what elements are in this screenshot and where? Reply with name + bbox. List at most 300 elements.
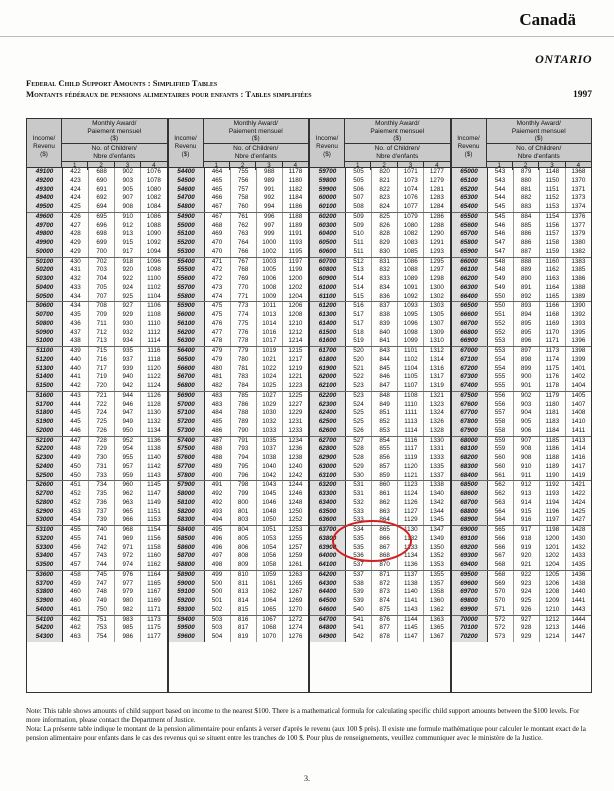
award-cell: 764 — [231, 239, 257, 248]
award-header-text — [62, 119, 167, 143]
award-cell: 547 — [488, 248, 514, 257]
award-cell: 449 — [63, 454, 89, 463]
award-cell: 1093 — [398, 302, 424, 311]
award-cell: 502 — [205, 606, 231, 615]
income-cell: 62900 — [310, 454, 346, 463]
award-cell: 1100 — [147, 275, 161, 282]
table-row — [452, 212, 592, 222]
income-cell: 64500 — [310, 597, 346, 606]
income-cell: 61100 — [310, 293, 346, 302]
table-row — [27, 525, 167, 535]
award-cell: 1204 — [540, 561, 566, 570]
award-cell: 1136 — [398, 561, 424, 570]
table-row — [27, 561, 167, 570]
income-cell: 65900 — [452, 248, 488, 257]
income-cell: 59800 — [310, 177, 346, 186]
award-label-line: Monthly Award/ — [233, 120, 278, 127]
award-cell: 882 — [514, 194, 540, 203]
award-cell: 1089 — [398, 275, 424, 284]
award-cell: 703 — [89, 266, 115, 275]
award-cell: 519 — [346, 337, 372, 346]
award-cell: 467 — [205, 213, 231, 222]
award-cell: 796 — [231, 472, 257, 481]
award-cell: 470 — [205, 248, 231, 257]
award-cell: 455 — [63, 535, 89, 544]
table-row — [27, 472, 167, 481]
award-cell: 705 — [89, 284, 115, 293]
award-cell: 895 — [514, 320, 540, 329]
award-cell: 490 — [205, 472, 231, 481]
award-cell: 799 — [231, 490, 257, 499]
table-row — [452, 293, 592, 302]
award-cell: 1154 — [147, 526, 161, 533]
income-cell: 67500 — [452, 392, 488, 401]
award-cell: 537 — [346, 561, 372, 570]
income-header-text: ($) — [323, 151, 331, 158]
award-cell: 530 — [346, 472, 372, 481]
award-cell: 1126 — [398, 499, 424, 508]
award-cell: 434 — [63, 293, 89, 302]
table-year: 1997 — [573, 90, 592, 100]
income-cell: 53700 — [27, 580, 63, 589]
children-header — [204, 143, 309, 160]
table-row — [452, 525, 592, 535]
table-row — [169, 230, 309, 239]
award-cell: 465 — [205, 177, 231, 186]
award-cell: 760 — [231, 203, 257, 212]
award-cell: 826 — [372, 222, 398, 231]
award-cell: 1037 — [257, 445, 283, 454]
table-row — [169, 633, 309, 642]
award-cell: 1444 — [571, 615, 586, 623]
table-row — [452, 222, 592, 231]
table-row — [169, 454, 309, 463]
award-cell: 949 — [115, 418, 141, 427]
award-cell: 1126 — [147, 391, 161, 399]
award-cell: 1163 — [540, 275, 566, 284]
income-cell: 62600 — [310, 427, 346, 436]
award-cell: 1085 — [398, 248, 424, 257]
award-cell: 518 — [346, 329, 372, 338]
income-cell: 58600 — [169, 544, 205, 553]
children-count-header: 1 — [214, 162, 218, 169]
income-cell: 69600 — [452, 580, 488, 589]
table-row — [27, 544, 167, 553]
award-cell: 434 — [63, 302, 89, 311]
table-row — [452, 544, 592, 553]
award-cell: 1148 — [540, 168, 566, 177]
award-cell: 1321 — [429, 391, 444, 399]
income-cell: 57100 — [169, 409, 205, 418]
award-cell: 1110 — [147, 319, 161, 327]
award-cell: 527 — [346, 437, 372, 446]
award-cell: 758 — [231, 194, 257, 203]
table-row — [452, 194, 592, 203]
award-cell: 831 — [372, 258, 398, 267]
award-cell: 1193 — [288, 239, 303, 246]
award-cell: 1082 — [146, 194, 161, 202]
income-cell: 57200 — [169, 418, 205, 427]
award-cell: 1191 — [288, 230, 303, 238]
award-cell: 496 — [205, 535, 231, 544]
award-cell: 1197 — [288, 257, 303, 265]
award-cell: 716 — [89, 356, 115, 365]
income-cell: 60600 — [310, 248, 346, 257]
award-cell: 1076 — [146, 168, 161, 175]
award-cell: 1123 — [398, 481, 424, 490]
award-cell: 1362 — [429, 605, 444, 613]
award-cell: 445 — [63, 418, 89, 427]
award-cell: 1090 — [146, 230, 161, 238]
award-header-text — [204, 119, 309, 143]
income-cell: 63700 — [310, 526, 346, 535]
income-cell: 62300 — [310, 401, 346, 410]
award-cell: 783 — [231, 373, 257, 382]
award-cell: 546 — [488, 230, 514, 239]
income-cell: 61700 — [310, 347, 346, 356]
award-cell: 1214 — [288, 337, 303, 345]
table-row — [452, 427, 592, 436]
table-row — [452, 311, 592, 320]
award-cell: 463 — [63, 633, 89, 642]
income-cell: 53600 — [27, 571, 63, 580]
award-cell: 886 — [514, 239, 540, 248]
award-cell: 1164 — [147, 570, 161, 578]
table-row — [27, 257, 167, 267]
award-cell: 486 — [205, 427, 231, 436]
award-cell: 992 — [257, 194, 283, 203]
award-cell: 1284 — [429, 203, 444, 210]
award-cell: 841 — [372, 337, 398, 346]
award-cell: 820 — [372, 168, 398, 177]
award-cell: 720 — [89, 382, 115, 391]
table-row — [452, 168, 592, 177]
table-row — [169, 401, 309, 410]
award-cell: 828 — [372, 230, 398, 239]
award-cell: 523 — [346, 382, 372, 391]
award-cell: 988 — [257, 168, 283, 177]
table-row — [169, 544, 309, 553]
award-cell: 1303 — [429, 302, 444, 310]
award-cell: 829 — [372, 239, 398, 248]
income-header-text: ($) — [464, 151, 473, 158]
award-cell: 1129 — [398, 516, 424, 525]
award-cell: 804 — [231, 526, 257, 535]
income-cell: 60500 — [310, 239, 346, 248]
table-row — [310, 203, 450, 212]
income-cell: 66600 — [452, 311, 488, 320]
award-cell: 550 — [488, 293, 514, 302]
income-cell: 61000 — [310, 284, 346, 293]
income-cell: 66400 — [452, 293, 488, 302]
income-cell: 63500 — [310, 508, 346, 517]
income-cell: 61300 — [310, 311, 346, 320]
award-cell: 1380 — [571, 239, 586, 246]
award-cell: 876 — [372, 616, 398, 625]
award-cell: 1024 — [257, 373, 283, 382]
award-cell: 474 — [205, 293, 231, 302]
award-cell: 509 — [346, 213, 372, 222]
award-cell: 737 — [89, 508, 115, 517]
income-cell: 53100 — [27, 526, 63, 535]
income-cell: 55400 — [169, 258, 205, 267]
income-cell: 58000 — [169, 490, 205, 499]
award-cell: 460 — [63, 597, 89, 606]
award-cell: 702 — [89, 258, 115, 267]
award-cell: 1008 — [257, 284, 283, 293]
income-cell: 56500 — [169, 356, 205, 365]
award-cell: 1324 — [429, 409, 444, 417]
award-cell: 921 — [514, 561, 540, 570]
award-cell: 1274 — [288, 624, 303, 632]
award-cell: 460 — [63, 588, 89, 597]
income-cell: 51900 — [27, 418, 63, 427]
award-cell: 1206 — [288, 302, 303, 310]
award-cell: 813 — [231, 588, 257, 597]
income-cell: 60100 — [310, 203, 346, 212]
award-cell: 536 — [346, 552, 372, 561]
table-row — [452, 186, 592, 195]
award-cell: 422 — [63, 168, 89, 177]
award-cell: 855 — [372, 445, 398, 454]
award-cell: 520 — [346, 356, 372, 365]
award-cell: 1108 — [147, 311, 161, 318]
income-cell: 56100 — [169, 320, 205, 329]
award-cell: 1133 — [398, 544, 424, 553]
award-cell: 918 — [514, 535, 540, 544]
award-cell: 1190 — [540, 472, 566, 481]
award-cell: 465 — [205, 186, 231, 195]
award-cell: 1410 — [571, 418, 586, 425]
award-cell: 866 — [372, 535, 398, 544]
award-cell: 1202 — [288, 283, 303, 291]
award-cell: 1383 — [571, 257, 586, 265]
award-cell: 935 — [115, 347, 141, 356]
award-label-line: Paiement mensuel — [228, 127, 283, 135]
award-cell: 1154 — [540, 213, 566, 222]
award-cell: 728 — [89, 437, 115, 446]
award-cell: 793 — [231, 445, 257, 454]
children-label-line: Nbre d'enfants — [517, 152, 560, 160]
award-cell: 438 — [63, 337, 89, 346]
award-cell: 552 — [488, 320, 514, 329]
table-row — [169, 508, 309, 517]
award-cell: 754 — [89, 633, 115, 642]
income-cell: 56000 — [169, 311, 205, 320]
award-cell: 436 — [63, 320, 89, 329]
income-cell: 68000 — [452, 437, 488, 446]
income-cell: 57500 — [169, 445, 205, 454]
award-cell: 1286 — [429, 212, 444, 220]
award-cell: 1242 — [288, 471, 303, 479]
award-cell: 1076 — [398, 194, 424, 203]
income-cell: 52600 — [27, 481, 63, 490]
award-cell: 749 — [89, 597, 115, 606]
award-cell: 478 — [205, 337, 231, 346]
table-row — [452, 409, 592, 418]
income-cell: 59700 — [310, 168, 346, 177]
award-cell: 977 — [115, 580, 141, 589]
document-title — [26, 78, 312, 100]
table-row — [27, 490, 167, 499]
table-row — [27, 168, 167, 177]
award-cell: 1107 — [398, 382, 424, 391]
award-cell: 1151 — [540, 186, 566, 195]
table-row — [169, 409, 309, 418]
award-cell: 742 — [89, 544, 115, 553]
award-cell: 1189 — [288, 221, 303, 229]
award-cell: 1166 — [540, 302, 566, 311]
award-cell: 446 — [63, 427, 89, 436]
award-cell: 1130 — [147, 409, 161, 417]
award-cell: 778 — [231, 337, 257, 346]
income-header-text: Income/ — [174, 135, 197, 142]
award-cell: 1212 — [540, 616, 566, 625]
award-cell: 770 — [231, 284, 257, 293]
award-cell: 739 — [89, 516, 115, 525]
title-english: Federal Child Support Amounts : Simplified Tables — [26, 78, 218, 88]
income-cell: 67400 — [452, 382, 488, 391]
income-header — [168, 118, 204, 168]
award-cell: 1240 — [288, 462, 303, 470]
award-cell: 1156 — [540, 222, 566, 231]
income-cell: 59600 — [169, 633, 205, 642]
table-row — [27, 552, 167, 561]
income-cell: 65200 — [452, 186, 488, 195]
award-cell: 1153 — [540, 203, 566, 212]
award-cell: 1233 — [288, 426, 303, 434]
award-cell: 769 — [231, 275, 257, 284]
award-cell: 1229 — [288, 409, 303, 417]
table-row — [452, 436, 592, 446]
table-row — [27, 177, 167, 186]
award-cell: 696 — [89, 222, 115, 231]
table-row — [310, 427, 450, 436]
award-cell: 1389 — [571, 292, 586, 300]
award-cell: 929 — [115, 311, 141, 320]
award-cell: 753 — [89, 624, 115, 633]
award-cell: 711 — [89, 320, 115, 329]
table-row — [310, 168, 450, 177]
award-cell: 539 — [346, 597, 372, 606]
award-cell: 554 — [488, 365, 514, 374]
award-cell: 451 — [63, 481, 89, 490]
award-cell: 979 — [115, 588, 141, 597]
award-cell: 494 — [205, 516, 231, 525]
award-cell: 1350 — [429, 543, 444, 551]
income-cell: 61800 — [310, 356, 346, 365]
table-row — [452, 633, 592, 642]
title-french: Montants fédéraux de pensions alimentaires pour enfants : Tables simplifiées — [26, 89, 312, 99]
award-cell: 917 — [514, 526, 540, 535]
income-cell: 58500 — [169, 535, 205, 544]
table-row — [169, 168, 309, 177]
award-cell: 535 — [346, 544, 372, 553]
award-cell: 1425 — [571, 507, 586, 515]
award-cell: 505 — [346, 168, 372, 177]
award-cell: 1225 — [288, 391, 303, 399]
award-cell: 791 — [231, 437, 257, 446]
award-cell: 1219 — [288, 364, 303, 372]
award-cell: 1189 — [540, 463, 566, 472]
award-cell: 482 — [205, 382, 231, 391]
award-cell: 1171 — [147, 605, 161, 613]
award-cell: 1335 — [429, 462, 444, 470]
award-cell: 1136 — [147, 436, 161, 444]
award-cell: 1357 — [429, 579, 444, 587]
award-cell: 452 — [63, 490, 89, 499]
award-cell: 695 — [89, 213, 115, 222]
table-row — [452, 561, 592, 570]
award-cell: 1184 — [288, 194, 303, 202]
award-cell: 1064 — [257, 597, 283, 606]
table-row — [169, 337, 309, 346]
award-cell: 925 — [115, 293, 141, 302]
award-cell: 498 — [205, 561, 231, 570]
income-cell: 67100 — [452, 356, 488, 365]
award-cell: 467 — [205, 203, 231, 212]
award-cell: 570 — [488, 588, 514, 597]
award-cell: 903 — [115, 177, 141, 186]
award-cell: 788 — [231, 409, 257, 418]
award-cell: 492 — [205, 490, 231, 499]
income-cell: 68900 — [452, 516, 488, 525]
award-cell: 555 — [488, 373, 514, 382]
award-cell: 1309 — [429, 328, 444, 336]
award-cell: 1417 — [571, 462, 586, 470]
income-cell: 52200 — [27, 445, 63, 454]
award-cell: 559 — [488, 437, 514, 446]
award-cell: 452 — [63, 499, 89, 508]
table-row — [452, 606, 592, 615]
table-row — [169, 293, 309, 302]
award-cell: 923 — [514, 580, 540, 589]
award-cell: 1196 — [540, 508, 566, 517]
income-cell: 61600 — [310, 337, 346, 346]
table-row — [27, 535, 167, 544]
award-cell: 568 — [488, 561, 514, 570]
award-cell: 1293 — [429, 247, 444, 255]
award-cell: 773 — [231, 302, 257, 311]
income-cell: 68700 — [452, 499, 488, 508]
award-cell: 1210 — [540, 606, 566, 615]
table-row — [452, 177, 592, 186]
table-row — [27, 337, 167, 346]
award-cell: 1199 — [288, 266, 303, 274]
award-cell: 1390 — [571, 302, 586, 310]
award-cell: 985 — [115, 624, 141, 633]
award-cell: 538 — [346, 580, 372, 589]
award-cell: 884 — [514, 213, 540, 222]
income-cell: 62400 — [310, 409, 346, 418]
table-row — [310, 230, 450, 239]
table-row — [452, 570, 592, 580]
award-cell: 1035 — [257, 437, 283, 446]
award-cell: 1447 — [571, 633, 586, 640]
award-cell: 878 — [372, 633, 398, 642]
award-cell: 1407 — [571, 400, 586, 408]
table-row — [169, 418, 309, 427]
award-cell: 1365 — [429, 624, 444, 632]
award-cell: 429 — [63, 248, 89, 257]
award-cell: 424 — [63, 194, 89, 203]
income-cell: 55100 — [169, 230, 205, 239]
award-cell: 934 — [115, 337, 141, 346]
income-cell: 53200 — [27, 535, 63, 544]
award-label-line: ($) — [534, 135, 543, 142]
table-row — [452, 346, 592, 356]
award-cell: 930 — [115, 320, 141, 329]
